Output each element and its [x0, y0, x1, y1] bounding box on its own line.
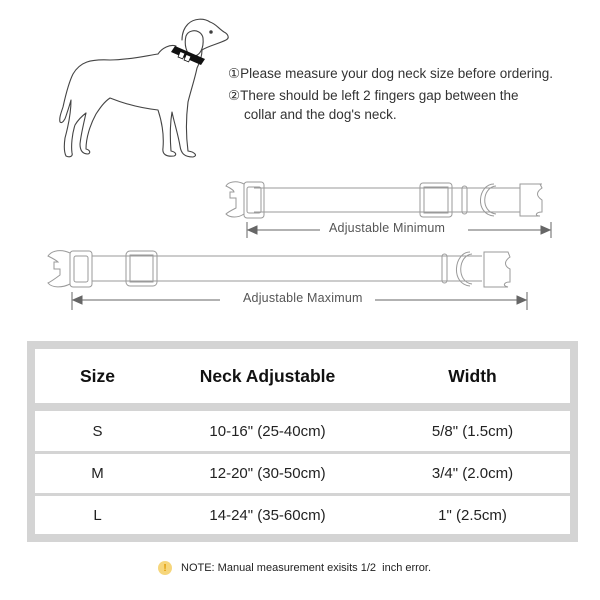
measurement-note — [158, 561, 431, 575]
instruction-2-text: There should be left 2 fingers gap between the — [240, 88, 519, 103]
measurement-instructions — [228, 64, 588, 124]
instruction-1 — [228, 64, 588, 83]
header-neck-adjustable: Neck Adjustable — [199, 365, 336, 386]
collar-diagram-minimum — [210, 170, 580, 240]
header-size: Size — [79, 365, 116, 386]
step-marker-1: ① — [228, 66, 241, 81]
neck-cell: 14-24" (35-60cm) — [209, 506, 326, 524]
adjustable-minimum-label: Adjustable Minimum — [323, 221, 451, 235]
note-text: NOTE: Manual measurement exisits 1/2 inch error. — [181, 562, 432, 574]
dog-outline-icon — [40, 12, 240, 167]
step-marker-2: ② — [228, 88, 241, 103]
collar-diagram-maximum — [30, 238, 580, 314]
neck-cell: 10-16" (25-40cm) — [209, 422, 326, 440]
size-cell: M — [91, 465, 104, 482]
neck-cell: 12-20" (30-50cm) — [209, 465, 326, 482]
table-row — [35, 411, 570, 451]
width-cell: 1" (2.5cm) — [438, 506, 507, 524]
adjustable-maximum-label: Adjustable Maximum — [237, 291, 369, 305]
width-cell: 5/8" (1.5cm) — [431, 422, 514, 440]
size-table — [27, 341, 578, 542]
size-cell: L — [93, 506, 102, 524]
warning-icon: ! — [158, 561, 172, 575]
table-row — [35, 454, 570, 493]
instruction-2-continuation: collar and the dog's neck. — [244, 107, 397, 122]
dog-illustration — [40, 12, 240, 167]
width-cell: 3/4" (2.0cm) — [431, 465, 514, 482]
instruction-2 — [228, 86, 588, 105]
table-header-row — [35, 349, 570, 403]
instruction-1-text: Please measure your dog neck size before ordering. — [240, 66, 554, 81]
table-row — [35, 496, 570, 534]
header-width: Width — [448, 365, 497, 386]
size-cell: S — [92, 422, 103, 440]
